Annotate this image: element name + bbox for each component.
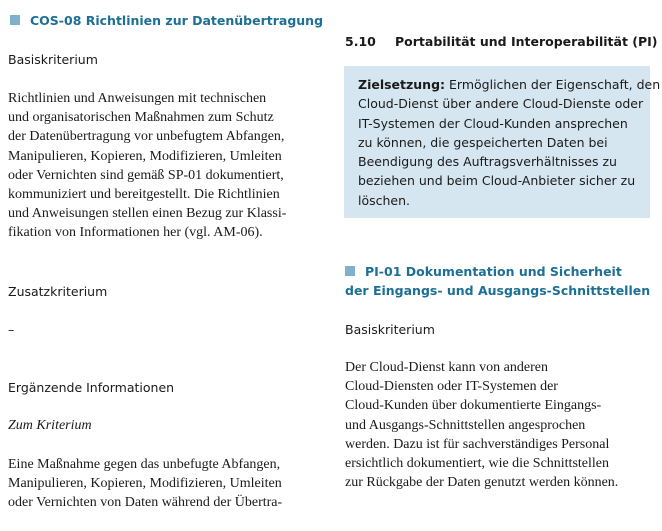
zum-kriterium-subheading: Zum Kriterium xyxy=(8,418,92,433)
section-heading-cos-08 xyxy=(10,11,323,30)
chapter-title: Portabilität und Interoperabilität (PI) xyxy=(395,34,658,49)
basis-paragraph: Richtlinien und Anweisungen mit technischen und organisatorischen Maßnahmen zum Schutz der Datenübertragung vor unbefugtem Abfangen, Manipulieren, Kopieren, Modifizieren, Umleiten oder Vernichten sind gemäß SP-01 dokumentiert, kommuniziert und bereitgestellt. Die Richtlinien und Anweisungen stellen einen Bezug zur Klassi- fikation von Informationen her (vgl. AM-06). xyxy=(8,91,287,241)
basis-label-right: Basiskriterium xyxy=(345,322,435,337)
basis-label: Basiskriterium xyxy=(8,52,98,67)
ergaenzend-paragraph: Eine Maßnahme gegen das unbefugte Abfangen, Manipulieren, Kopieren, Modifizieren, Umleiten oder Vernichten von Daten während der Übertra- xyxy=(8,457,283,511)
section-square-marker xyxy=(10,15,20,25)
section-square-marker xyxy=(345,266,355,276)
objective-label: Zielsetzung: xyxy=(358,77,446,92)
objective-box: Zielsetzung: Ermöglichen der Eigenschaft, den Cloud-Dienst über andere Cloud-Dienste oder IT-Systemen der Cloud-Kunden ansprechen zu können, die gespeicherten Daten bei Beendigung des Auftragsverhältnisses zu beziehen und beim Cloud-Anbieter sicher zu löschen. xyxy=(344,66,650,218)
zusatz-value: – xyxy=(8,322,15,337)
chapter-number: 5.10 xyxy=(345,34,376,49)
section-heading-pi-01: PI-01 Dokumentation und Sicherheit der Eingangs- und Ausgangs-Schnittstellen xyxy=(345,264,651,298)
zusatz-label: Zusatzkriterium xyxy=(8,284,108,299)
section-title: COS-08 Richtlinien zur Datenübertragung xyxy=(30,13,324,28)
ergaenzend-label: Ergänzende Informationen xyxy=(8,380,175,395)
basis-paragraph-right: Der Cloud-Dienst kann von anderen Cloud-Diensten oder IT-Systemen der Cloud-Kunden über dokumentierte Eingangs- und Ausgangs-Schnittstellen angesprochen werden. Dazu ist für sachverständiges Personal ersichtlich dokumentiert, wie die Schnittstellen zur Rückgabe der Daten genutzt werden können. xyxy=(345,360,619,491)
